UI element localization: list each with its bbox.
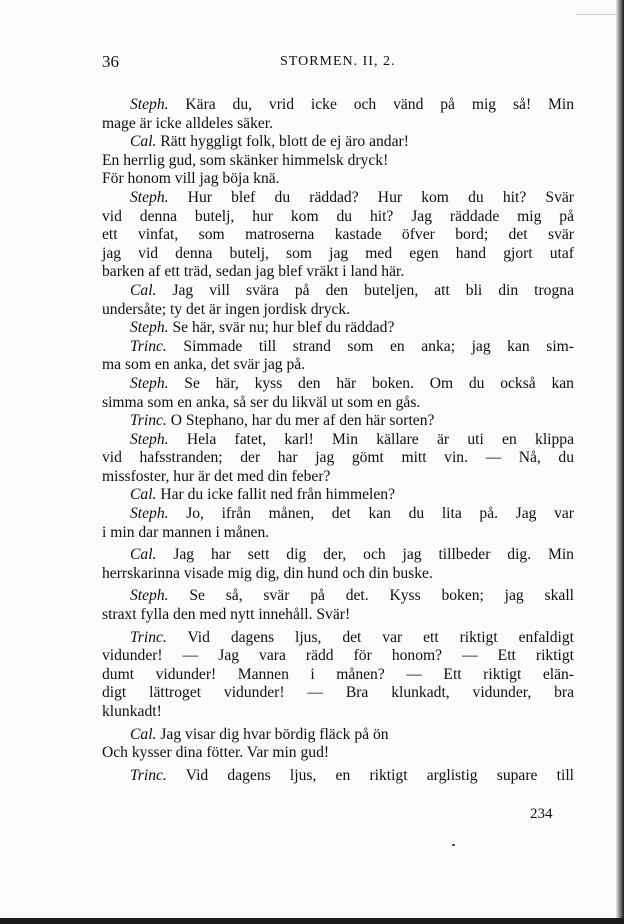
line-text: Och kysser dina fötter. Var min gud! <box>102 744 330 762</box>
line-text: Har du icke fallit ned från himmelen? <box>160 486 396 504</box>
signature-mark: 234 <box>530 806 553 822</box>
text-line <box>102 767 574 786</box>
line-text: Se så, svär på det. Kyss boken; jag skall <box>189 587 574 605</box>
speaker-name: Trinc. <box>130 412 167 430</box>
scan-edge-right <box>616 0 624 924</box>
line-text: Jag visar dig hvar bördig fläck på ön <box>160 725 389 743</box>
line-text: jag vid denna butelj, som jag med egen hand gjort utaf <box>102 244 574 262</box>
line-text: Vid dagens ljus, en riktigt arglistig supare till <box>185 766 574 784</box>
scan-edge-bottom <box>0 918 624 924</box>
speaker-name: Steph. <box>130 587 169 605</box>
speaker-name: Cal. <box>130 725 157 743</box>
text-line <box>102 468 574 487</box>
text-line <box>102 263 574 282</box>
running-title: STORMEN. II, 2. <box>280 54 396 69</box>
text-line <box>102 524 574 543</box>
text-line <box>102 587 574 606</box>
text-line <box>102 505 574 524</box>
line-text: barken af ett träd, sedan jag blef vräkt i land här. <box>102 263 405 281</box>
body-text <box>102 96 574 785</box>
speaker-name: Cal. <box>130 546 157 564</box>
line-text: vidunder! — Jag vara rädd för honom? — Ett riktigt <box>102 647 574 665</box>
line-text: undersåte; ty det är ingen jordisk dryck. <box>102 300 351 318</box>
line-text: straxt fylla den med nytt innehåll. Svär! <box>102 606 351 624</box>
text-line <box>102 431 574 450</box>
line-text: i min dar mannen i månen. <box>102 523 270 541</box>
speaker-name: Trinc. <box>130 766 167 784</box>
text-line <box>102 666 574 685</box>
speaker-name: Cal. <box>130 486 157 504</box>
line-text: Jo, ifrån månen, det kan du lita på. Jag var <box>186 505 574 523</box>
speaker-name: Cal. <box>130 133 157 151</box>
text-line <box>102 115 574 134</box>
text-line <box>102 226 574 245</box>
line-text: Vid dagens ljus, det var ett riktigt enfaldigt <box>187 628 575 646</box>
line-text: ett vinfat, som matroserna kastade öfver bord; det svär <box>102 226 574 244</box>
page-edge-top <box>576 0 616 15</box>
line-text: Rätt hyggligt folk, blott de ej äro andar! <box>160 133 409 151</box>
line-text: Jag vill svära på den buteljen, att bli din trogna <box>172 281 574 299</box>
speaker-name: Steph. <box>130 374 169 392</box>
speaker-name: Steph. <box>130 430 169 448</box>
text-line <box>102 486 574 505</box>
text-line <box>102 449 574 468</box>
speaker-name: Cal. <box>130 281 157 299</box>
text-line <box>102 356 574 375</box>
text-line <box>102 133 574 152</box>
text-line <box>102 338 574 357</box>
text-line <box>102 245 574 264</box>
speaker-name: Steph. <box>130 505 169 523</box>
speaker-name: Steph. <box>130 96 169 113</box>
line-text: vid denna butelj, hur kom du hit? Jag räddade mig på <box>102 207 574 225</box>
line-text: Kära du, vrid icke och vänd på mig så! Min <box>185 96 574 113</box>
line-text: herrskarinna visade mig dig, din hund och din buske. <box>102 564 433 582</box>
line-text: Se här, kyss den här boken. Om du också kan <box>184 374 574 392</box>
text-line <box>102 301 574 320</box>
text-line <box>102 170 574 189</box>
text-line <box>102 282 574 301</box>
text-line <box>102 744 574 763</box>
speaker-name: Steph. <box>130 188 169 206</box>
text-line <box>102 703 574 722</box>
text-line <box>102 647 574 666</box>
text-line <box>102 208 574 227</box>
line-text: Simmade till strand som en anka; jag kan sim- <box>183 337 574 355</box>
line-text: dumt vidunder! Mannen i månen? — Ett riktigt elän- <box>102 665 574 683</box>
text-line <box>102 565 574 584</box>
text-line <box>102 394 574 413</box>
text-line <box>102 152 574 171</box>
line-text: O Stephano, har du mer af den här sorten? <box>170 412 435 430</box>
line-text: klunkadt! <box>102 703 162 720</box>
line-text: Hur blef du räddad? Hur kom du hit? Svär <box>187 188 574 206</box>
text-line <box>102 726 574 745</box>
ink-speck <box>452 844 455 846</box>
line-text: Jag har sett dig der, och jag tillbeder dig. Min <box>173 546 574 564</box>
page-number: 36 <box>102 52 119 71</box>
page-header <box>102 52 580 76</box>
text-line <box>102 96 574 115</box>
line-text: vid hafsstranden; der har jag gömt mitt vin. — Nå, du <box>102 449 574 467</box>
line-text: digt lättroget vidunder! — Bra klunkadt, vidunder, bra <box>102 684 574 702</box>
line-text: Se här, svär nu; hur blef du räddad? <box>172 319 395 337</box>
text-line <box>102 412 574 431</box>
text-line <box>102 189 574 208</box>
line-text: För honom vill jag böja knä. <box>102 170 280 188</box>
text-line <box>102 684 574 703</box>
text-line <box>102 546 574 565</box>
line-text: simma som en anka, så ser du likväl ut som en gås. <box>102 393 421 411</box>
line-text: ma som en anka, det svär jag på. <box>102 356 306 374</box>
text-line <box>102 629 574 648</box>
text-line <box>102 319 574 338</box>
line-text: Hela fatet, karl! Min källare är uti en klippa <box>186 430 575 448</box>
line-text: missfoster, hur är det med din feber? <box>102 467 331 485</box>
speaker-name: Trinc. <box>130 628 167 646</box>
speaker-name: Steph. <box>130 319 169 337</box>
speaker-name: Trinc. <box>130 337 167 355</box>
line-text: En herrlig gud, som skänker himmelsk dryck! <box>102 151 389 169</box>
text-line <box>102 606 574 625</box>
line-text: mage är icke alldeles säker. <box>102 114 274 132</box>
text-line <box>102 375 574 394</box>
